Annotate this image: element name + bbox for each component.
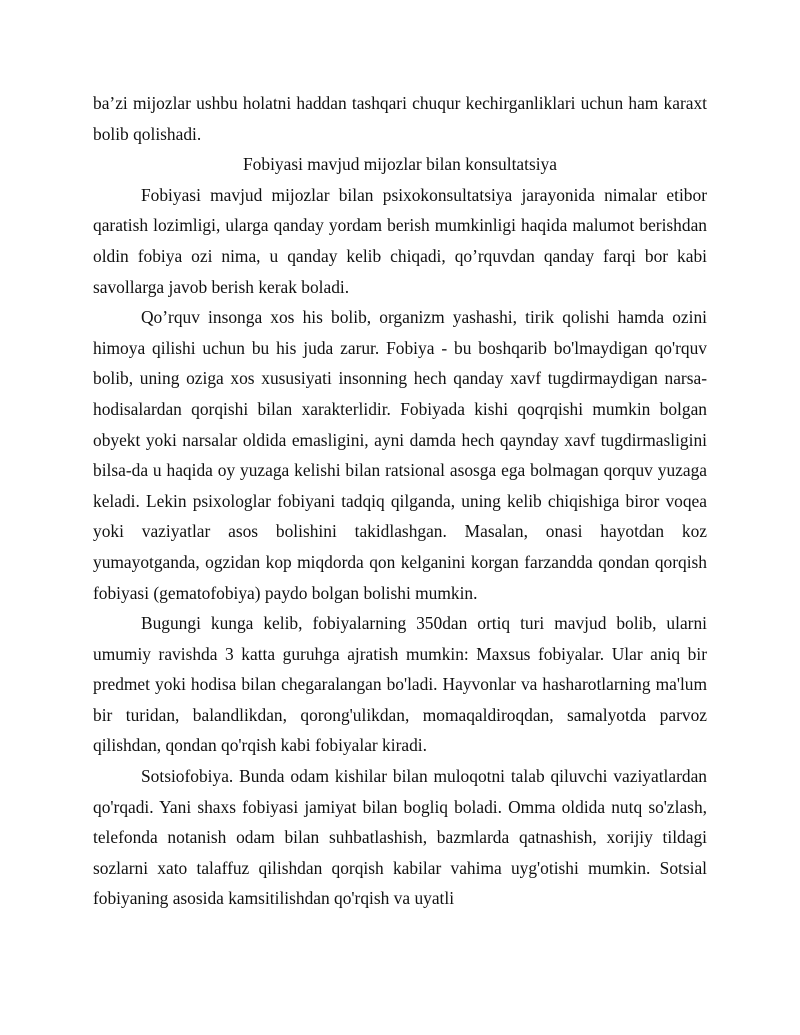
paragraph-phobia-types: Bugungi kunga kelib, fobiyalarning 350dan ortiq turi mavjud bolib, ularni umumiy ravishda 3 katta guruhga ajratish mumkin: Maxsus fobiyalar. Ular aniq bir predmet yoki hodisa bilan chegaralangan bo'ladi. Hayvonlar va hasharotlarning ma'lum bir turidan, balandlikdan, qorong'ulikdan, momaqaldiroqdan, samalyotda parvoz qilishdan, qondan qo'rqish kabi fobiyalar kiradi. (93, 613, 707, 756)
section-heading: Fobiyasi mavjud mijozlar bilan konsultatsiya (243, 154, 557, 175)
paragraph-continuation: ba’zi mijozlar ushbu holatni haddan tashqari chuqur kechirganliklari uchun ham karaxt bolib qolishadi. (93, 93, 707, 144)
paragraph-sociophobia: Sotsiofobiya. Bunda odam kishilar bilan muloqotni talab qiluvchi vaziyatlardan qo'rqadi. Yani shaxs fobiyasi jamiyat bilan bogliq boladi. Omma oldida nutq so'zlash, telefonda notanish odam bilan suhbatlashish, bazmlarda qatnashish, xorijiy tildagi sozlarni xato talaffuz qilishdan qorqish kabilar vahima uyg'otishi mumkin. Sotsial fobiyaning asosida kamsitilishdan qo'rqish va uyatli (93, 766, 707, 909)
paragraph-intro: Fobiyasi mavjud mijozlar bilan psixokonsultatsiya jarayonida nimalar etibor qaratish lozimligi, ularga qanday yordam berish mumkinligi haqida malumot berishdan oldin fobiya ozi nima, u qanday kelib chiqadi, qo’rquvdan qanday farqi bor kabi savollarga javob berish kerak boladi. (93, 184, 707, 297)
document-body (93, 88, 707, 914)
paragraph-fear-definition: Qo’rquv insonga xos his bolib, organizm yashashi, tirik qolishi hamda ozini himoya qilishi uchun bu his juda zarur. Fobiya - bu boshqarib bo'lmaydigan qo'rquv bolib, uning oziga xos xususiyati insonning hech qanday xavf tugdirmaydigan narsa-hodisalardan qorqishi bilan xarakterlidir. Fobiyada kishi qoqrqishi mumkin bolgan obyekt yoki narsalar oldida emasligini, ayni damda hech qaynday xavf tugdirmasligini bilsa-da u haqida oy yuzaga kelishi bilan ratsional asosga ega bolmagan qorquv yuzaga keladi. Lekin psixologlar fobiyani tadqiq qilganda, uning kelib chiqishiga biror voqea yoki vaziyatlar asos bolishini takidlashgan. Masalan, onasi hayotdan koz yumayotganda, ogzidan kop miqdorda qon kelganini korgan farzandda qondan qorqish fobiyasi (gematofobiya) paydo bolgan bolishi mumkin. (93, 307, 707, 603)
